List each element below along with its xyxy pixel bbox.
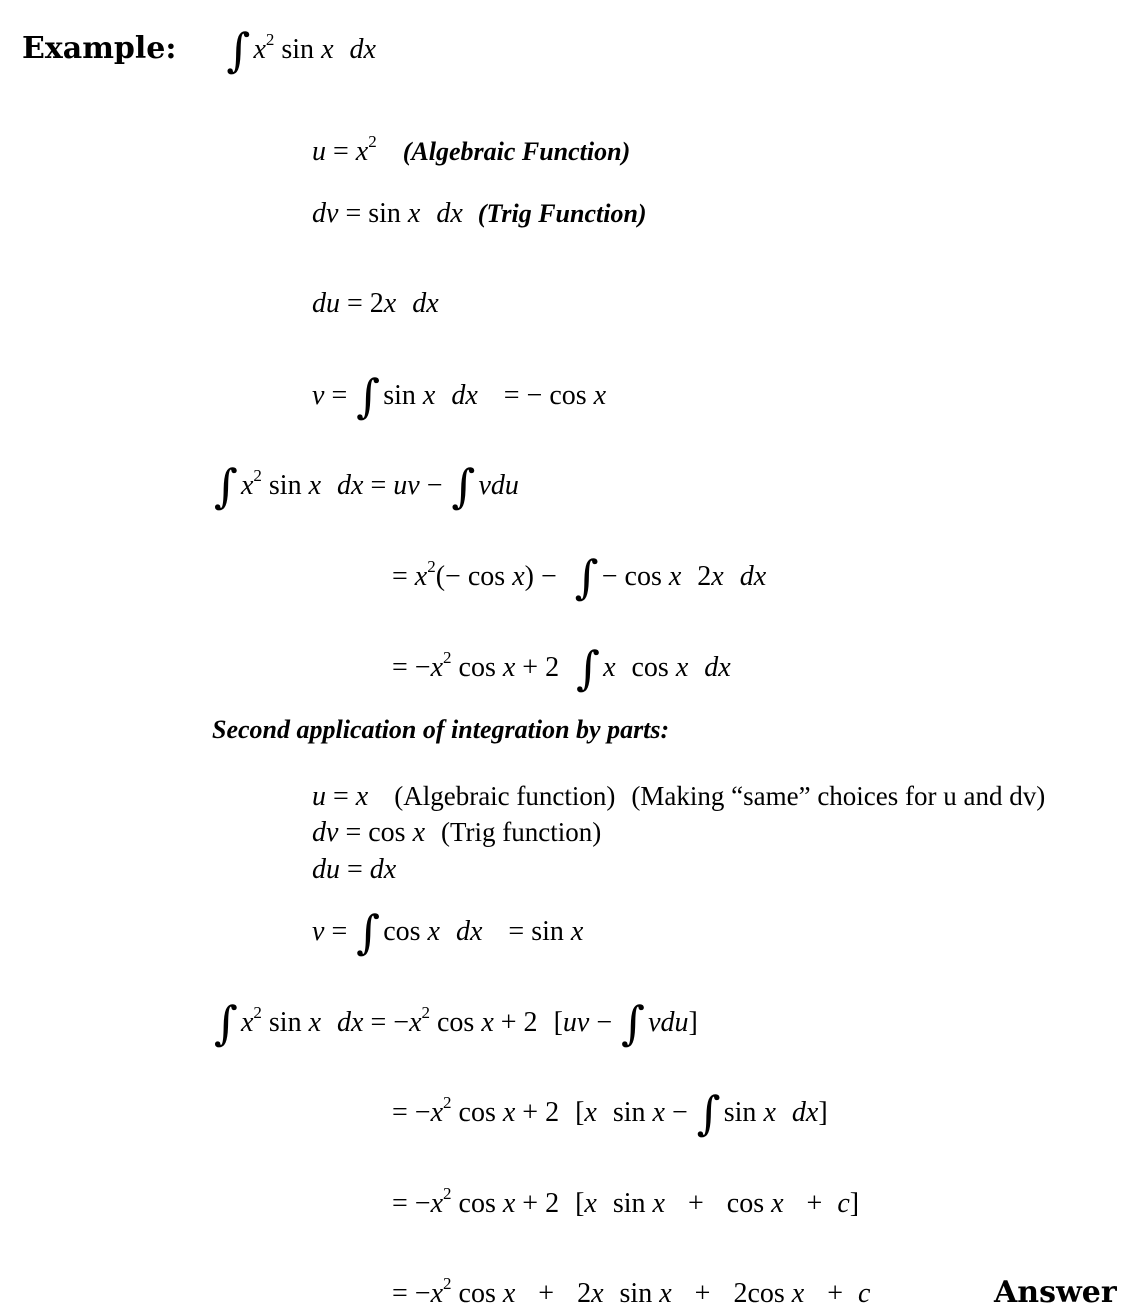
step-3: = $-x^2$ cos x + 2 [x sin x − ∫ sin x dx] xyxy=(392,1086,828,1140)
du-definition-1: du = 2x dx xyxy=(312,288,439,319)
trig-function-note: (Trig Function) xyxy=(477,199,647,228)
parts-formula-1: ∫ $x^2$ sin x dx = uv − ∫ vdu xyxy=(214,459,519,513)
step-1: = $x^2(- \cos x)$ − ∫ − cos x 2x dx xyxy=(392,550,767,604)
section2-heading-text: Second application of integration by parts: xyxy=(212,715,670,744)
answer-label xyxy=(980,1250,1117,1308)
step-2: = $-x^2$ cos x + 2 ∫ x cos x dx xyxy=(392,641,731,695)
algebraic-function-note-2: (Algebraic function) xyxy=(394,781,616,811)
example-integral: ∫ $x^2$ sin x dx xyxy=(226,23,376,77)
example-label: Example: xyxy=(22,31,177,66)
trig-function-note-2: (Trig function) xyxy=(441,817,602,847)
example-line xyxy=(8,6,376,77)
algebraic-function-note: (Algebraic Function) xyxy=(402,137,631,166)
u-definition-1: $u = x^2$ (Algebraic Function) xyxy=(312,132,631,167)
v-definition-2: v = ∫ cos x dx = sin x xyxy=(312,905,584,959)
parts-formula-2: ∫ $x^2$ sin x dx = $-x^2$ cos x + 2 [uv − ∫ vdu] xyxy=(214,996,698,1050)
same-choices-note: (Making “same” choices for u and dv) xyxy=(631,781,1046,811)
u-definition-2: u = x (Algebraic function) (Making “same” choices for u and dv) xyxy=(312,781,1046,812)
final-step: = $-x^2$ cos x + 2x sin x + 2cos x + c xyxy=(392,1274,871,1309)
dv-definition-2: dv = cos x (Trig function) xyxy=(312,817,602,848)
du-definition-2: du = dx xyxy=(312,854,397,885)
dv-definition-1: dv = sin x dx (Trig Function) xyxy=(312,198,647,229)
section2-heading xyxy=(198,688,669,744)
step-4: = $-x^2$ cos x + 2 [x sin x + cos x + c] xyxy=(392,1184,860,1219)
answer-label-text: Answer xyxy=(994,1275,1117,1310)
v-definition-1: v = ∫ sin x dx = − cos x xyxy=(312,369,607,423)
